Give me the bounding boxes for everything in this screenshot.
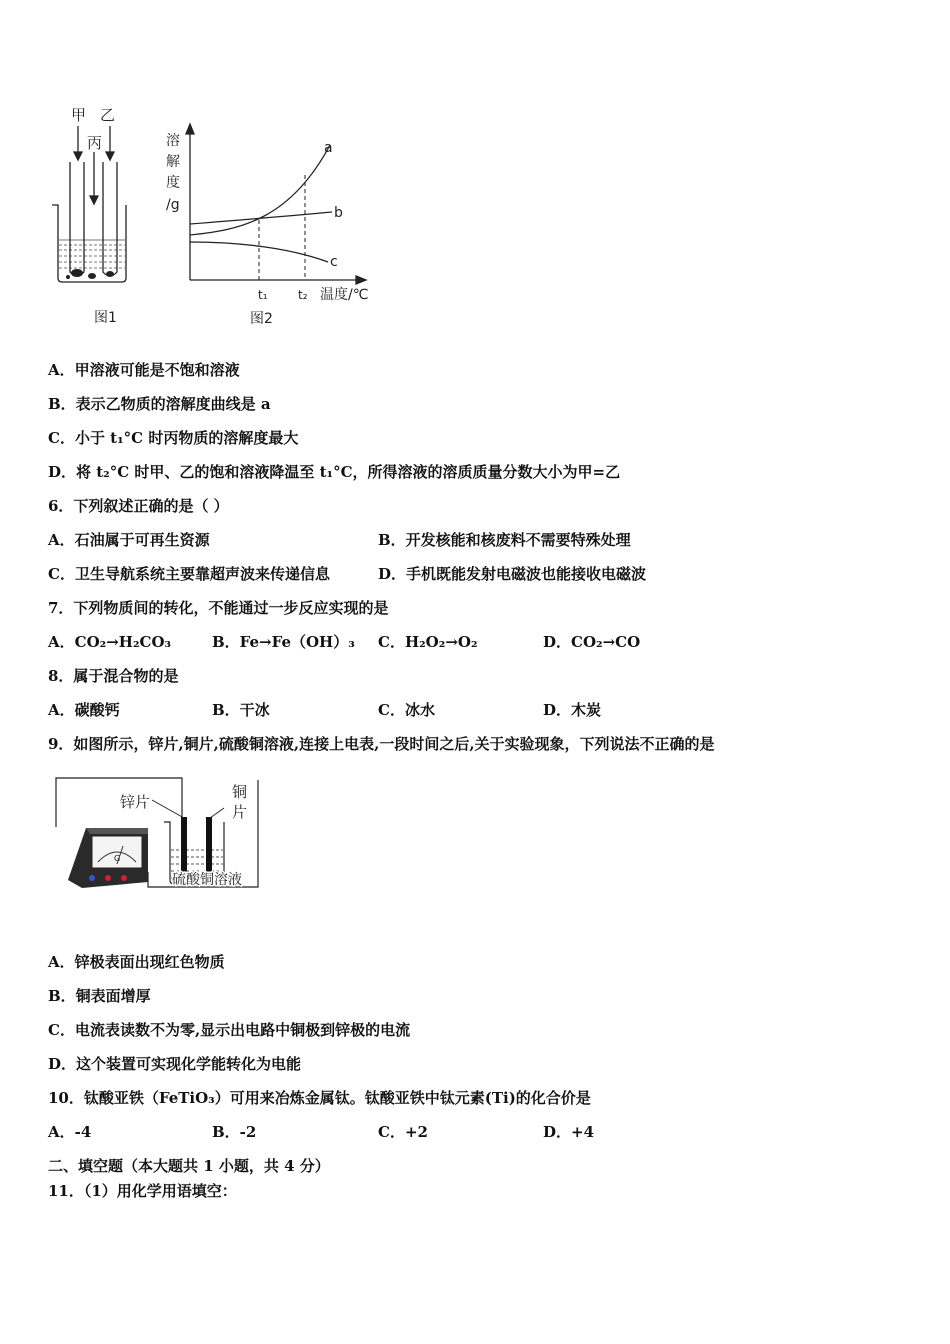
curve-b [190, 212, 332, 224]
q6-option-d: D．手机既能发射电磁波也能接收电磁波 [378, 565, 647, 583]
beaker [52, 205, 126, 282]
q5-option-c: C．小于 t₁°C 时丙物质的溶解度最大 [48, 429, 299, 447]
ammeter [68, 828, 148, 888]
zinc-pointer [152, 800, 184, 818]
q10-stem: 10．钛酸亚铁（FeTiO₃）可用来冶炼金属钛。钛酸亚铁中钛元素(Ti)的化合价是 [48, 1089, 591, 1107]
label-curve-a: a [324, 140, 333, 156]
zinc-electrode [181, 817, 187, 879]
figure-2-solubility-chart [160, 120, 390, 335]
copper-pointer [210, 808, 224, 818]
label-jia: 甲 [71, 106, 87, 124]
figure1-caption: 图1 [94, 310, 117, 326]
figure-galvanic-cell [48, 772, 263, 897]
q8-option-d: D．木炭 [543, 701, 602, 719]
q10-option-d: D．+4 [543, 1123, 595, 1141]
svg-text:/g: /g [166, 197, 180, 213]
q7-option-c: C．H₂O₂→O₂ [378, 633, 478, 651]
label-bing: 丙 [87, 134, 103, 152]
q11-stem: 11．（1）用化学用语填空： [48, 1182, 237, 1200]
label-curve-c: c [330, 254, 338, 270]
svg-text:溶: 溶 [166, 133, 180, 149]
solid-sediment [66, 269, 114, 279]
copper-label-1: 铜 [232, 783, 248, 801]
q7-option-d: D．CO₂→CO [543, 633, 641, 651]
meter-g-label: G [114, 854, 121, 863]
q10-option-b: B．-2 [212, 1123, 257, 1141]
figure-1-beaker [48, 100, 138, 335]
q7-option-a: A．CO₂→H₂CO₃ [48, 633, 172, 651]
q8-stem: 8．属于混合物的是 [48, 667, 179, 685]
q9-option-a: A．锌极表面出现红色物质 [48, 953, 225, 971]
beaker-liquid [59, 240, 125, 268]
x-axis-label: 温度/℃ [320, 287, 369, 303]
tick-t1: t₁ [258, 288, 268, 302]
y-axis-label [166, 132, 180, 213]
svg-text:度: 度 [166, 175, 180, 191]
q9-option-b: B．铜表面增厚 [48, 987, 151, 1005]
q8-option-c: C．冰水 [378, 701, 435, 719]
curve-a [190, 145, 330, 235]
tick-t2: t₂ [298, 288, 308, 302]
q7-stem: 7．下列物质间的转化，不能通过一步反应实现的是 [48, 599, 389, 617]
section-2-title: 二、填空题（本大题共 1 小题，共 4 分） [48, 1157, 330, 1175]
solution-label: 硫酸铜溶液 [172, 872, 242, 888]
copper-label-2: 片 [232, 803, 248, 821]
q6-option-b: B．开发核能和核废料不需要特殊处理 [378, 531, 631, 549]
svg-text:解: 解 [166, 154, 180, 170]
q10-option-c: C．+2 [378, 1123, 428, 1141]
q7-option-b: B．Fe→Fe（OH）₃ [212, 633, 355, 651]
figure2-caption: 图2 [250, 311, 273, 327]
q8-option-a: A．碳酸钙 [48, 701, 120, 719]
q6-option-a: A．石油属于可再生资源 [48, 531, 210, 549]
zinc-label: 锌片 [120, 793, 151, 811]
q9-stem: 9．如图所示，锌片,铜片,硫酸铜溶液,连接上电表,一段时间之后,关于实验现象，下列说法不正确的是 [48, 735, 715, 753]
label-curve-b: b [334, 205, 343, 221]
q9-option-d: D．这个装置可实现化学能转化为电能 [48, 1055, 302, 1073]
wire-left [56, 778, 182, 827]
q8-option-b: B．干冰 [212, 701, 270, 719]
q9-option-c: C．电流表读数不为零,显示出电路中铜极到锌极的电流 [48, 1021, 411, 1039]
q5-option-b: B．表示乙物质的溶解度曲线是 a [48, 395, 271, 413]
q10-option-a: A．-4 [48, 1123, 92, 1141]
q5-option-d: D．将 t₂°C 时甲、乙的饱和溶液降温至 t₁°C，所得溶液的溶质质量分数大小为甲=乙 [48, 463, 621, 481]
copper-electrode [206, 817, 212, 879]
axes [186, 124, 366, 284]
q6-stem: 6．下列叙述正确的是（ ） [48, 497, 229, 515]
q6-option-c: C．卫生导航系统主要靠超声波来传递信息 [48, 565, 330, 583]
q5-option-a: A．甲溶液可能是不饱和溶液 [48, 361, 240, 379]
label-yi: 乙 [100, 106, 116, 124]
